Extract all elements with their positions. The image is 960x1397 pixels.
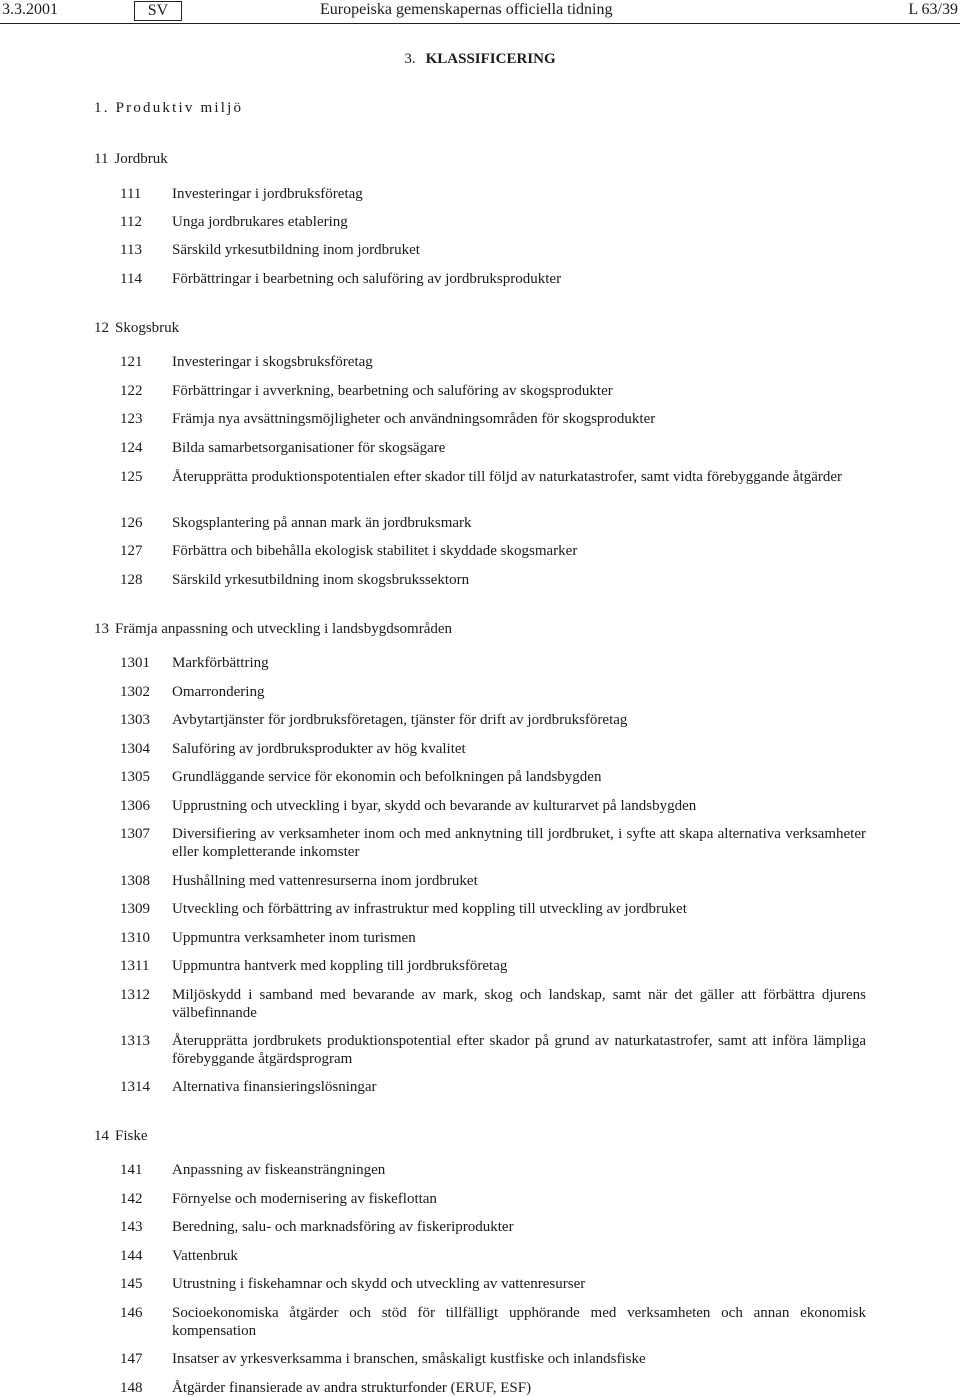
item-code: 1302 bbox=[120, 684, 150, 700]
item-code: 111 bbox=[120, 186, 142, 202]
item-code: 126 bbox=[120, 515, 143, 531]
item-code: 121 bbox=[120, 354, 143, 370]
item-code: 1307 bbox=[120, 826, 150, 842]
item-label: Främja nya avsättningsmöjligheter och användningsområden för skogsprodukter bbox=[172, 411, 656, 427]
item-label: Återupprätta produktionspotentialen efter skador till följd av naturkatastrofer, samt vidta förebyggande åtgärder bbox=[172, 469, 842, 485]
item-code: 1306 bbox=[120, 798, 150, 814]
item-code: 143 bbox=[120, 1219, 143, 1235]
group-number: 13 bbox=[94, 621, 109, 637]
item-label: Saluföring av jordbruksprodukter av hög kvalitet bbox=[172, 741, 466, 757]
item-label: Skogsplantering på annan mark än jordbruksmark bbox=[172, 515, 472, 531]
item-label: Förbättringar i avverkning, bearbetning och saluföring av skogsprodukter bbox=[172, 383, 613, 399]
item-label: Grundläggande service för ekonomin och befolkningen på landsbygden bbox=[172, 769, 602, 785]
item-label: Åtgärder finansierade av andra strukturfonder (ERUF, ESF) bbox=[172, 1380, 532, 1396]
item-label: Diversifiering av verksamheter inom och med anknytning till jordbruket, i syfte att skapa alternativa verksamheter eller kompletterande inkomster bbox=[172, 826, 866, 860]
section-heading bbox=[0, 51, 960, 68]
item-label: Utrustning i fiskehamnar och skydd och utveckling av vattenresurser bbox=[172, 1276, 586, 1292]
page-reference: L 63/39 bbox=[908, 1, 958, 18]
item-label: Vattenbruk bbox=[172, 1248, 238, 1264]
item-code: 1312 bbox=[120, 987, 150, 1003]
item-label: Upprustning och utveckling i byar, skydd och bevarande av kulturarvet på landsbygden bbox=[172, 798, 697, 814]
item-label: Beredning, salu- och marknadsföring av fiskeriprodukter bbox=[172, 1219, 514, 1235]
item-code: 148 bbox=[120, 1380, 143, 1396]
item-code: 145 bbox=[120, 1276, 143, 1292]
item-code: 146 bbox=[120, 1305, 143, 1321]
item-label: Investeringar i skogsbruksföretag bbox=[172, 354, 373, 370]
item-code: 127 bbox=[120, 543, 143, 559]
item-label: Utveckling och förbättring av infrastruktur med koppling till utveckling av jordbruket bbox=[172, 901, 687, 917]
group-heading bbox=[94, 621, 452, 638]
item-label: Omarrondering bbox=[172, 684, 265, 700]
item-code: 142 bbox=[120, 1191, 143, 1207]
item-label: Bilda samarbetsorganisationer för skogsägare bbox=[172, 440, 446, 456]
item-label: Uppmuntra verksamheter inom turismen bbox=[172, 930, 416, 946]
item-label: Förbättringar i bearbetning och saluföring av jordbruksprodukter bbox=[172, 271, 562, 287]
group-number: 12 bbox=[94, 320, 109, 336]
item-label: Hushållning med vattenresurserna inom jordbruket bbox=[172, 873, 478, 889]
item-label: Uppmuntra hantverk med koppling till jordbruksföretag bbox=[172, 958, 508, 974]
journal-title: Europeiska gemenskapernas officiella tidning bbox=[320, 1, 613, 18]
item-label: Socioekonomiska åtgärder och stöd för tillfälligt upphörande med verksamheten och annan ekonomisk kompensation bbox=[172, 1305, 866, 1339]
group-title: Jordbruk bbox=[114, 151, 168, 167]
item-label: Särskild yrkesutbildning inom skogsbrukssektorn bbox=[172, 572, 470, 588]
item-code: 144 bbox=[120, 1248, 143, 1264]
header-divider bbox=[0, 23, 960, 24]
item-code: 1301 bbox=[120, 655, 150, 671]
group-heading bbox=[94, 320, 179, 337]
item-label: Miljöskydd i samband med bevarande av mark, skog och landskap, samt när det gäller att förbättra djurens välbefinnande bbox=[172, 987, 866, 1021]
item-code: 122 bbox=[120, 383, 143, 399]
item-code: 1314 bbox=[120, 1079, 150, 1095]
item-code: 1313 bbox=[120, 1033, 150, 1049]
item-code: 112 bbox=[120, 214, 142, 230]
item-label: Anpassning av fiskeansträngningen bbox=[172, 1162, 386, 1178]
section-title: KLASSIFICERING bbox=[425, 51, 556, 67]
group-heading bbox=[94, 1128, 148, 1145]
item-label: Insatser av yrkesverksamma i branschen, småskaligt kustfiske och inlandsfiske bbox=[172, 1351, 646, 1367]
item-code: 1311 bbox=[120, 958, 150, 974]
item-label: Markförbättring bbox=[172, 655, 269, 671]
page-header bbox=[0, 0, 960, 24]
group-heading bbox=[94, 151, 168, 168]
item-code: 128 bbox=[120, 572, 143, 588]
item-code: 125 bbox=[120, 469, 143, 485]
item-label: Avbytartjänster för jordbruksföretagen, tjänster för drift av jordbruksföretag bbox=[172, 712, 628, 728]
item-code: 114 bbox=[120, 271, 142, 287]
item-label: Alternativa finansieringslösningar bbox=[172, 1079, 377, 1095]
publication-date: 3.3.2001 bbox=[2, 1, 58, 18]
item-code: 1310 bbox=[120, 930, 150, 946]
item-code: 124 bbox=[120, 440, 143, 456]
item-code: 1304 bbox=[120, 741, 150, 757]
group-number: 11 bbox=[94, 151, 109, 167]
group-number: 14 bbox=[94, 1128, 109, 1144]
item-code: 147 bbox=[120, 1351, 143, 1367]
item-code: 141 bbox=[120, 1162, 143, 1178]
language-badge: SV bbox=[134, 1, 182, 21]
item-label: Återupprätta jordbrukets produktionspotential efter skador på grund av naturkatastrofer, samt att införa lämpliga förebyggande åtgärdsprogram bbox=[172, 1033, 866, 1067]
item-code: 1305 bbox=[120, 769, 150, 785]
group-title: Fiske bbox=[115, 1128, 148, 1144]
group-title: Främja anpassning och utveckling i landsbygdsområden bbox=[115, 621, 453, 637]
item-label: Förbättra och bibehålla ekologisk stabilitet i skyddade skogsmarker bbox=[172, 543, 578, 559]
item-code: 1308 bbox=[120, 873, 150, 889]
item-label: Förnyelse och modernisering av fiskeflottan bbox=[172, 1191, 437, 1207]
section-number: 3. bbox=[404, 51, 416, 67]
group-title: Skogsbruk bbox=[115, 320, 180, 336]
item-code: 1309 bbox=[120, 901, 150, 917]
item-label: Särskild yrkesutbildning inom jordbruket bbox=[172, 242, 420, 258]
item-label: Investeringar i jordbruksföretag bbox=[172, 186, 363, 202]
item-label: Unga jordbrukares etablering bbox=[172, 214, 348, 230]
subsection-heading: 1. Produktiv miljö bbox=[94, 100, 244, 116]
item-code: 123 bbox=[120, 411, 143, 427]
item-code: 1303 bbox=[120, 712, 150, 728]
item-code: 113 bbox=[120, 242, 142, 258]
